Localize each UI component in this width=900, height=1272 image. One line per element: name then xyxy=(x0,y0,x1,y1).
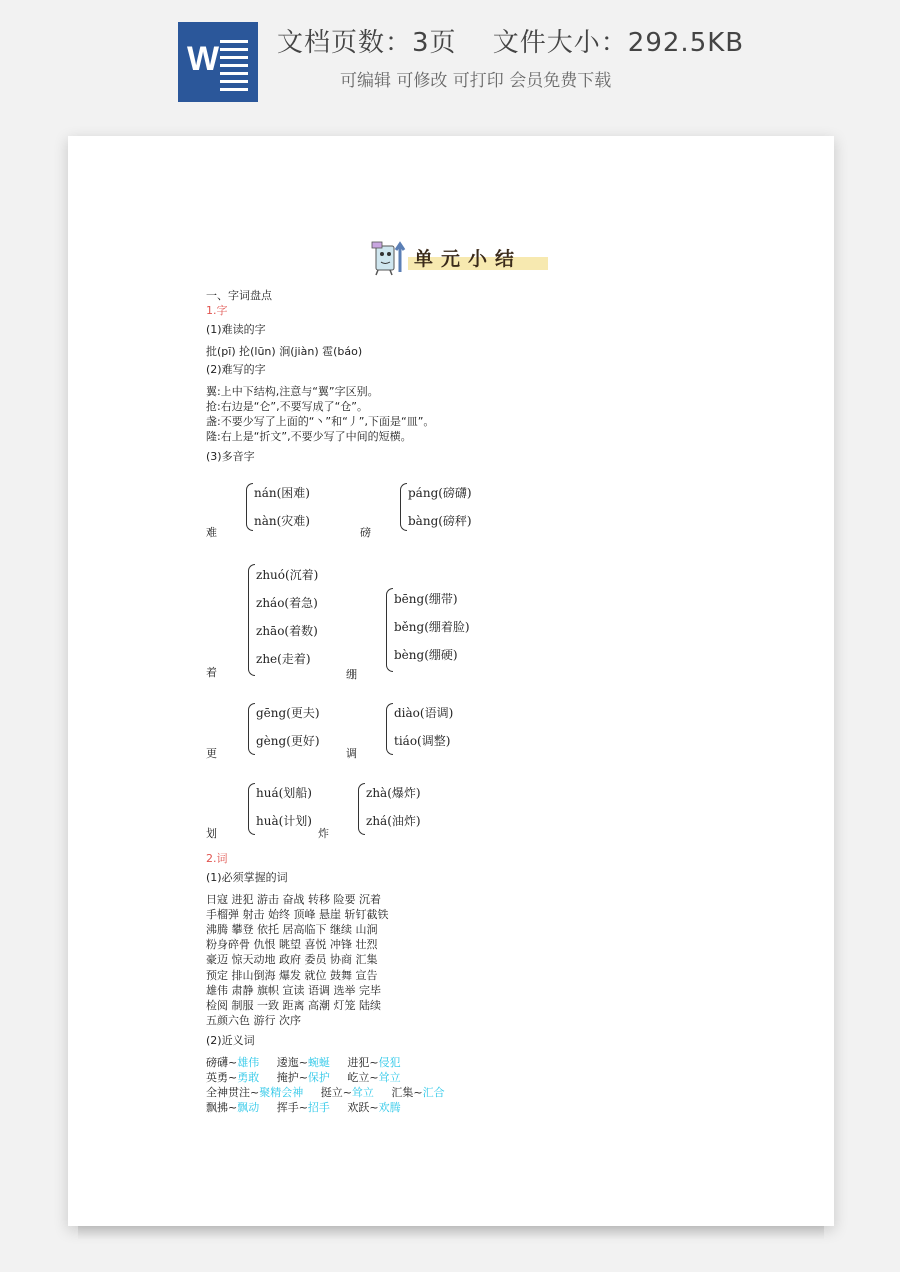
vocab-line: 沸腾 攀登 依托 居高临下 继续 山涧 xyxy=(206,923,378,936)
duoyin-char: 炸 xyxy=(318,827,329,840)
duoyin-char: 绷 xyxy=(346,668,357,681)
duoyin-reading: huá(划船) xyxy=(256,786,312,800)
label-nanxie: (2)难写的字 xyxy=(206,363,266,376)
duoyin-reading: bàng(磅秤) xyxy=(408,514,472,528)
nandu-line: 批(pī) 抡(lūn) 涧(jiàn) 雹(báo) xyxy=(206,345,363,358)
duoyin-reading: tiáo(调整) xyxy=(394,734,451,748)
duoyin-reading: zhuó(沉着) xyxy=(256,568,319,582)
duoyin-char: 磅 xyxy=(360,526,371,539)
duoyin-reading: zháo(着急) xyxy=(256,596,318,610)
subsection-ci: 2.词 xyxy=(206,852,228,865)
label-duoyin: (3)多音字 xyxy=(206,450,255,463)
doc-features: 可编辑 可修改 可打印 会员免费下载 xyxy=(340,71,612,91)
duoyin-reading: bēng(绷带) xyxy=(394,592,458,606)
word-doc-icon xyxy=(178,22,258,102)
duoyin-char: 更 xyxy=(206,747,217,760)
duoyin-reading: gēng(更夫) xyxy=(256,706,320,720)
vocab-line: 粉身碎骨 仇恨 眺望 喜悦 冲锋 壮烈 xyxy=(206,938,378,951)
duoyin-char: 着 xyxy=(206,666,217,679)
section-heading: 一、字词盘点 xyxy=(206,289,272,302)
nanxie-item: 盏:不要少写了上面的“丶”和“丿”,下面是“皿”。 xyxy=(206,415,435,428)
label-bixu: (1)必须掌握的词 xyxy=(206,871,288,884)
duoyin-reading: nàn(灾难) xyxy=(254,514,310,528)
section-title xyxy=(370,238,550,278)
duoyin-reading: běng(绷着脸) xyxy=(394,620,470,634)
duoyin-reading: zhá(油炸) xyxy=(366,814,421,828)
vocab-line: 五颜六色 游行 次序 xyxy=(206,1014,301,1027)
duoyin-reading: bèng(绷硬) xyxy=(394,648,458,662)
doc-info: 文档页数：3页 文件大小：292.5KB xyxy=(277,28,745,58)
document-page xyxy=(68,136,834,1226)
label-jinyi: (2)近义词 xyxy=(206,1034,255,1047)
synonym-line: 全神贯注~聚精会神 挺立~耸立 汇集~汇合 xyxy=(206,1086,445,1099)
vocab-line: 日寇 进犯 游击 奋战 转移 险要 沉着 xyxy=(206,893,381,906)
duoyin-reading: zhe(走着) xyxy=(256,652,311,666)
vocab-line: 预定 排山倒海 爆发 就位 鼓舞 宣告 xyxy=(206,969,378,982)
subsection-zi: 1.字 xyxy=(206,304,228,317)
synonym-line: 磅礴~雄伟 逶迤~蜿蜒 进犯~侵犯 xyxy=(206,1056,401,1069)
duoyin-char: 难 xyxy=(206,526,217,539)
word-letter: W xyxy=(187,40,220,78)
vocab-line: 检阅 制服 一致 距离 高潮 灯笼 陆续 xyxy=(206,999,381,1012)
nanxie-item: 抢:右边是“仑”,不要写成了“仓”。 xyxy=(206,400,368,413)
title-text: 单元小结 xyxy=(414,248,523,270)
duoyin-reading: zhà(爆炸) xyxy=(366,786,421,800)
duoyin-char: 划 xyxy=(206,827,217,840)
duoyin-reading: diào(语调) xyxy=(394,706,454,720)
duoyin-reading: zhāo(着数) xyxy=(256,624,318,638)
duoyin-reading: nán(困难) xyxy=(254,486,310,500)
duoyin-char: 调 xyxy=(346,747,357,760)
vocab-line: 手榴弹 射击 始终 顶峰 悬崖 斩钉截铁 xyxy=(206,908,389,921)
nanxie-item: 隆:右上是“折文”,不要少写了中间的短横。 xyxy=(206,430,412,443)
nanxie-item: 翼:上中下结构,注意与“翼”字区别。 xyxy=(206,385,379,398)
vocab-line: 豪迈 惊天动地 政府 委员 协商 汇集 xyxy=(206,953,378,966)
vocab-line: 雄伟 肃静 旗帜 宣读 语调 选举 完毕 xyxy=(206,984,381,997)
duoyin-reading: gèng(更好) xyxy=(256,734,320,748)
label-nandu: (1)难读的字 xyxy=(206,323,266,336)
duoyin-reading: huà(计划) xyxy=(256,814,312,828)
download-banner xyxy=(0,0,900,120)
robot-book-icon xyxy=(370,238,410,276)
synonym-line: 英勇~勇敢 掩护~保护 屹立~耸立 xyxy=(206,1071,401,1084)
duoyin-reading: páng(磅礴) xyxy=(408,486,472,500)
synonym-line: 飘拂~飘动 挥手~招手 欢跃~欢腾 xyxy=(206,1101,401,1114)
